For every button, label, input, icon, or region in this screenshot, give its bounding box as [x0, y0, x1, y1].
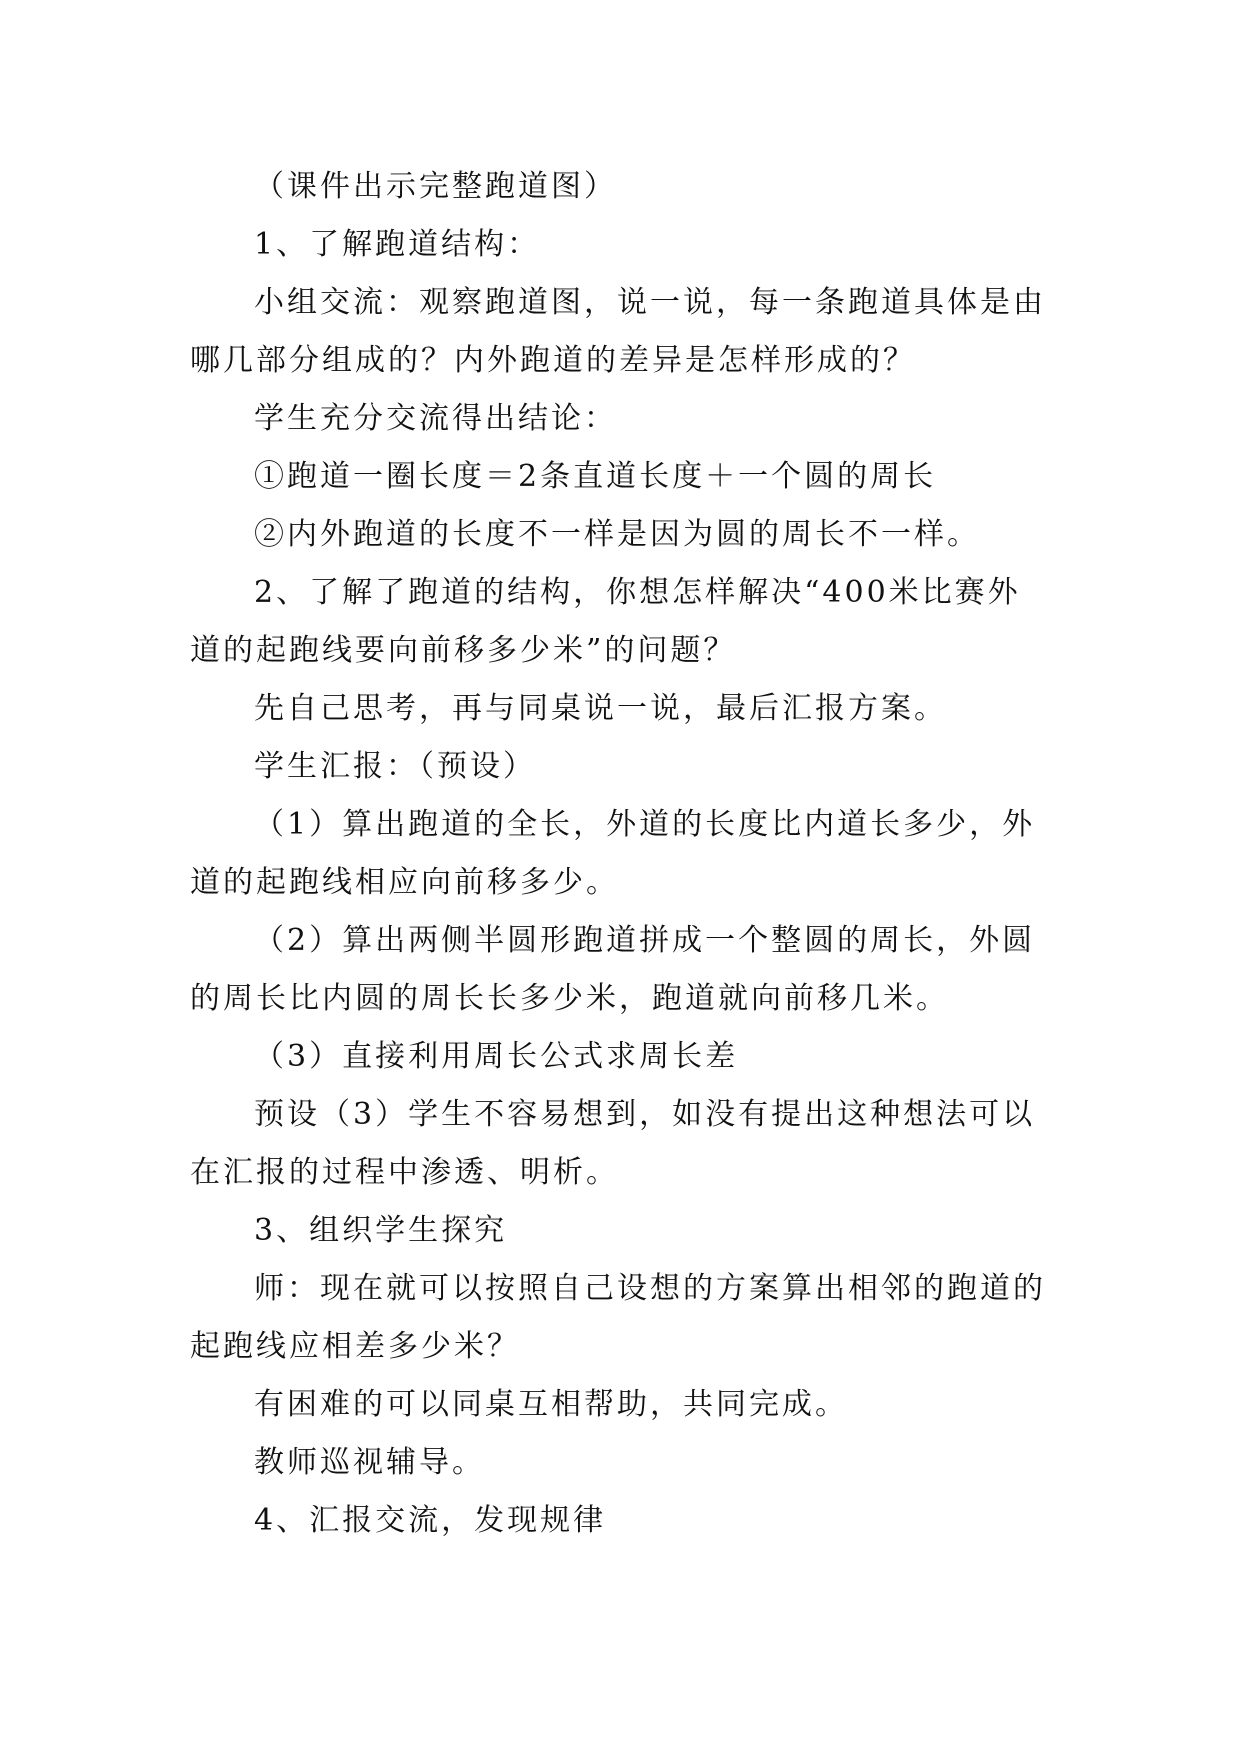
paragraph-conclusion-1: ①跑道一圈长度＝2条直道长度＋一个圆的周长 [254, 459, 937, 494]
paragraph-student-report: 学生汇报：（预设） [254, 749, 536, 784]
paragraph-heading-4: 4、汇报交流，发现规律 [254, 1503, 607, 1538]
paragraph-option-3: （3）直接利用周长公式求周长差 [254, 1039, 739, 1074]
paragraph-teacher-tour: 教师巡视辅导。 [254, 1445, 485, 1480]
paragraph-teacher-prompt: 师：现在就可以按照自己设想的方案算出相邻的跑道的起跑线应相差多少米？ [190, 1271, 1046, 1364]
paragraph-heading-1: 1、了解跑道结构： [254, 227, 541, 262]
document-body [190, 158, 1052, 1550]
paragraph-group-discussion: 小组交流：观察跑道图，说一说，每一条跑道具体是由哪几部分组成的？内外跑道的差异是怎样形成的？ [190, 285, 1046, 378]
paragraph-option-2: （2）算出两侧半圆形跑道拼成一个整圆的周长，外圆的周长比内圆的周长长多少米，跑道就向前移几米。 [190, 923, 1036, 1016]
paragraph-heading-2: 2、了解了跑道的结构，你想怎样解决“400米比赛外道的起跑线要向前移多少米”的问题？ [190, 575, 1021, 668]
paragraph-courseware-note: （课件出示完整跑道图） [254, 169, 617, 204]
paragraph-conclusion-intro: 学生充分交流得出结论： [254, 401, 617, 436]
paragraph-option-1: （1）算出跑道的全长，外道的长度比内道长多少，外道的起跑线相应向前移多少。 [190, 807, 1036, 900]
paragraph-conclusion-2: ②内外跑道的长度不一样是因为圆的周长不一样。 [254, 517, 980, 552]
paragraph-heading-3: 3、组织学生探究 [254, 1213, 508, 1248]
paragraph-preset-note: 预设（3）学生不容易想到，如没有提出这种想法可以在汇报的过程中渗透、明析。 [190, 1097, 1036, 1190]
paragraph-help-note: 有困难的可以同桌互相帮助，共同完成。 [254, 1387, 848, 1422]
paragraph-think-first: 先自己思考，再与同桌说一说，最后汇报方案。 [254, 691, 947, 726]
